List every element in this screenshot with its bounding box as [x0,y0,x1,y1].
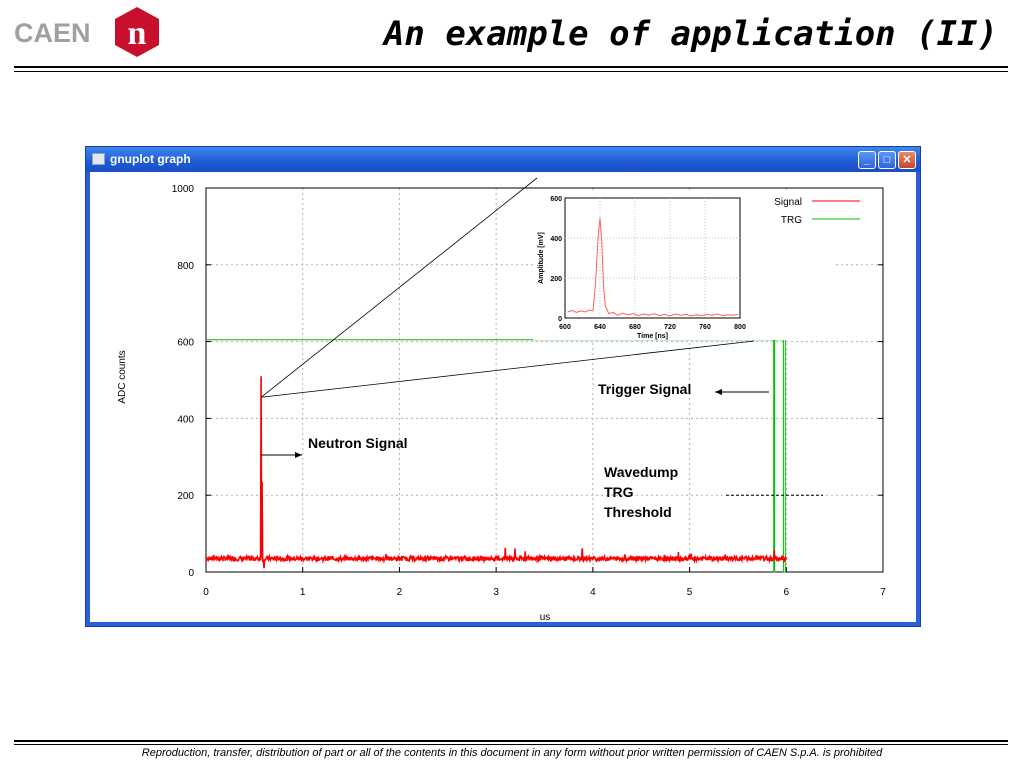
footer-rule [14,740,1008,742]
inset-y-tick-label: 200 [550,276,562,283]
slide-title: An example of application (II) [383,14,998,54]
legend-label: Signal [774,197,802,208]
trigger-arrow-head [715,389,722,395]
neutron-arrow-head [295,452,302,458]
inset-y-tick-label: 400 [550,236,562,243]
y-tick-label: 600 [177,337,194,349]
y-tick-label: 1000 [171,184,194,195]
app-icon [92,153,105,165]
y-tick-label: 400 [177,414,194,426]
x-tick-label: 6 [783,587,790,598]
x-tick-label: 7 [880,587,886,598]
x-axis-label: us [539,612,551,623]
x-tick-label: 0 [203,587,209,598]
y-axis-label: ADC counts [117,350,128,404]
header-rule-thin [14,71,1008,72]
plot-area [90,172,916,622]
inset-x-tick-label: 680 [629,324,641,331]
header-rule [14,66,1008,68]
y-tick-label: 800 [177,260,194,272]
y-tick-label: 200 [177,491,194,503]
threshold-label-line1: Wavedump [604,464,679,480]
threshold-label-line2: TRG [604,484,634,500]
inset-x-tick-label: 600 [559,324,571,331]
window-title: gnuplot graph [110,152,191,166]
window-titlebar[interactable] [86,147,920,172]
x-tick-label: 3 [493,587,499,598]
maximize-button[interactable]: □ [878,151,896,169]
logo-hexagon-icon [114,6,160,58]
inset-x-tick-label: 800 [734,324,746,331]
inset-x-tick-label: 640 [594,324,606,331]
footer-disclaimer: Reproduction, transfer, distribution of part or all of the contents in this document in any form without prior written permission of CAEN S.p.A. is prohibited [141,747,883,759]
x-tick-label: 1 [299,587,306,598]
legend-label: TRG [780,215,802,226]
x-tick-label: 2 [396,587,403,598]
close-button[interactable]: ✕ [898,151,916,169]
x-tick-label: 5 [686,587,693,598]
threshold-label-line3: Threshold [604,504,672,520]
logo-text: CAEN [14,18,91,48]
minimize-button[interactable]: _ [858,151,876,169]
x-tick-label: 4 [590,587,596,598]
inset-x-tick-label: 720 [664,324,676,331]
logo-letter: n [127,15,147,52]
neutron-signal-label: Neutron Signal [308,435,408,451]
caen-logo [14,6,174,58]
y-tick-label: 0 [188,568,194,579]
footer-rule-thin [14,744,1008,745]
inset-x-axis-label: Time [ns] [637,333,668,340]
main-chart [90,172,916,623]
inset-y-tick-label: 0 [558,316,562,323]
inset-x-tick-label: 760 [699,324,711,331]
inset-y-axis-label: Amplitude [mV] [538,232,545,284]
inset-y-tick-label: 600 [550,196,562,203]
trigger-signal-label: Trigger Signal [598,381,692,397]
gnuplot-window [85,146,921,627]
